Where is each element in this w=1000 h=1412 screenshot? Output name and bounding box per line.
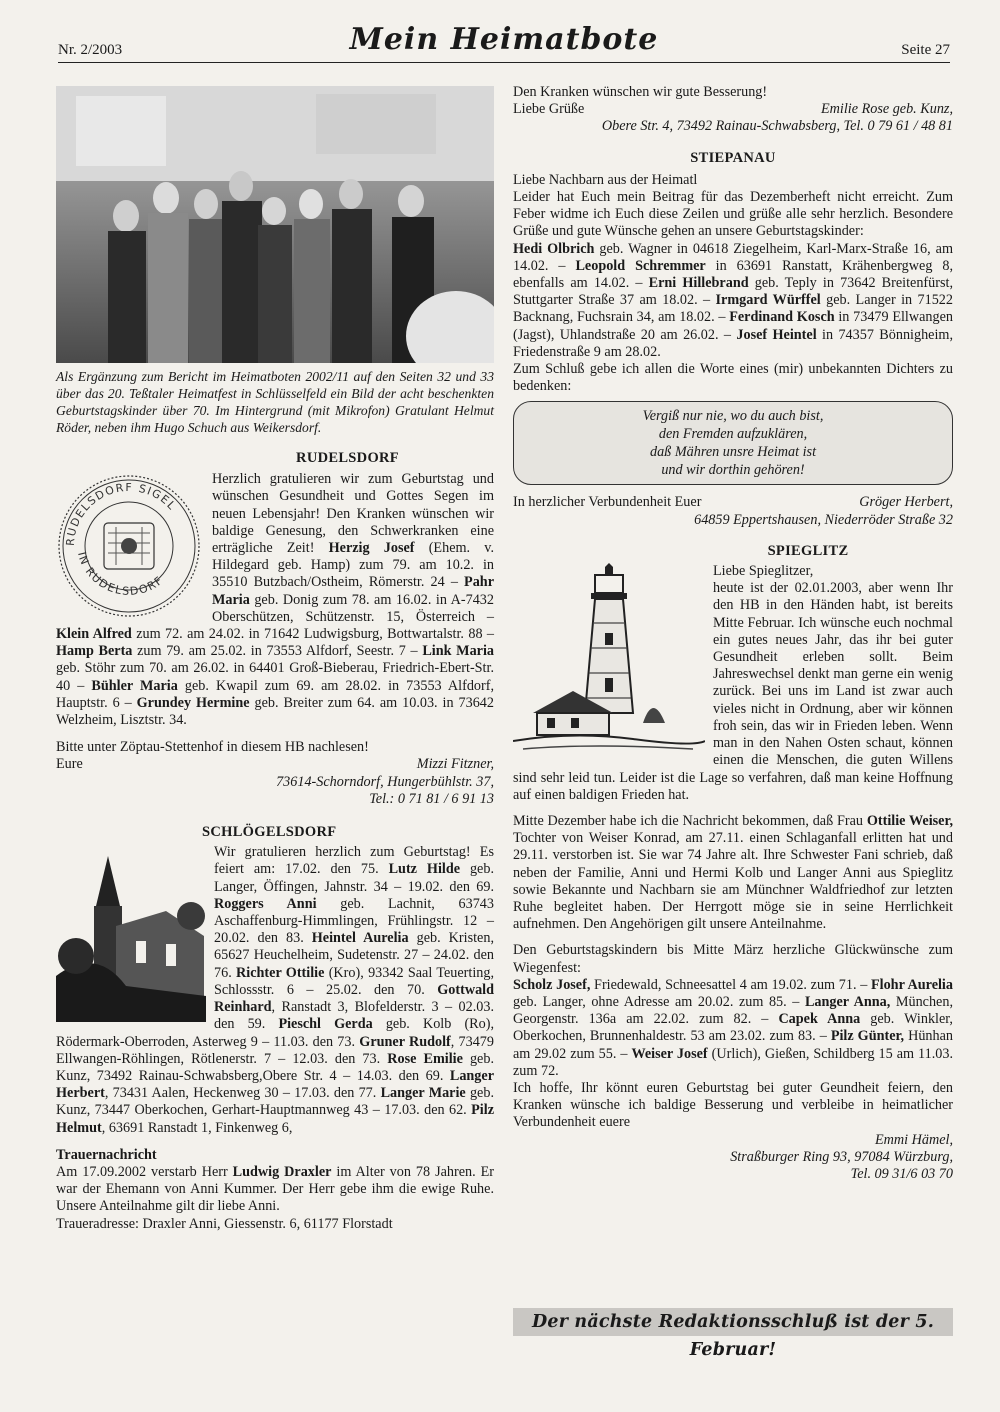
lookout-tower-icon <box>513 563 705 755</box>
rudelsdorf-signature: Eure Mizzi Fitzner, <box>56 756 494 773</box>
masthead: Mein Heimatbote <box>349 22 659 57</box>
stiepanau-signature: In herzlicher Verbundenheit Euer Gröger Herbert, <box>513 494 953 511</box>
chapel-drawing-icon <box>56 846 206 1022</box>
issue-number: Nr. 2/2003 <box>58 42 123 58</box>
section-title-rudelsdorf: RUDELSDORF <box>296 450 399 466</box>
page-header <box>58 22 950 63</box>
page-number: Seite 27 <box>901 42 950 58</box>
group-photo-image <box>56 86 494 363</box>
section-title-stiepanau: STIEPANAU <box>690 149 776 166</box>
rudelsdorf-note: Bitte unter Zöptau-Stettenhof in diesem HB nachlesen! <box>56 739 369 756</box>
rudelsdorf-text: Herzlich gratulieren wir zum Geburtstag und wünschen Gesundheit und Gottes Segen im neuen Lebensjahr! Den Kranken wünschen wir baldige Genesung, den Schwerkranken eine erträgliche Zeit! Herzig Josef (Ehem. v. Hildegard geb. Hamp) zum 79. am 10.2. in 35510 Butzbach/Ostheim, Römerstr. 24 – Pahr Maria geb. Donig zum 78. am 16.02. in A-7432 Oberschützen, Schützenstr. 15, Österreich – Klein Alfred zum 72. am 24.02. in 71642 Ludwigsburg, Bottwartalstr. 88 – Hamp Berta zum 79. am 25.02. in 73553 Alfdorf, Seestr. 7 – Link Maria geb. Stöhr zum 70. am 26.02. in 64401 Groß-Bieberau, Friedrich-Ebert-Str. 40 – Bühler Maria geb. Kwapil zum 69. am 28.02. in 73553 Alfdorf, Hauptstr. 6 – Grundey Hermine geb. Breiter zum 64. am 10.03. in 73642 Welzheim, Lisztstr. 34. <box>56 471 495 729</box>
seal-text-bottom: IN RUDELSDORF <box>75 550 167 599</box>
spieglitz-salutation: Liebe Spieglitzer, <box>713 563 814 580</box>
trauer-text: Am 17.09.2002 verstarb Herr Ludwig Draxler im Alter von 78 Jahren. Er war der Ehemann von Anni Kummer. Der Herr gebe ihm die ewige Ruhe. Unsere Anteilnahme gilt dir liebe Anni. <box>56 1163 495 1215</box>
emilie-signature: Liebe Grüße Emilie Rose geb. Kunz, <box>513 101 953 118</box>
rudelsdorf-seal-icon <box>56 473 202 619</box>
deadline-banner: Der nächste Redaktionsschluß ist der 5. Februar! <box>513 1308 953 1336</box>
photo-caption: Als Ergänzung zum Bericht im Heimatboten 2002/11 auf den Seiten 32 und 33 über das 20. Teßtaler Heimatfest in Schlüsselfeld ein Bild der acht beschenkten Geburtstagskinder über 70. Im Hintergrund (mit Mikrofon) Gratulant Helmut Röder, neben ihm Hugo Schuch aus Weikersdorf. <box>56 369 494 435</box>
spieglitz-p1: heute ist der 02.01.2003, aber wenn Ihr den HB in den Händen habt, ist bereits Mitte Februar. Ich wünsche euch nochmal ein gutes neues Jahr, das ihr bei guter Gesundheit erleben sollt. Beim Jahreswechsel denkt man gerne ein wenig zurück. Bei uns im Land ist zwar auch vieles nicht in Ordnung, aber wir können froh sein, das wir in Frieden leben. Wenn man in den Nahen Osten schaut, können einen die Menschen, die guten Willens sind sehr leid tun. Leider ist die Lage so verfahren, daß man keine Hoffnung auf einen baldigen Frieden hat. <box>513 580 953 803</box>
right-column: Den Kranken wünschen wir gute Besserung! Liebe Grüße Emilie Rose geb. Kunz, Obere Str. 4, 73492 Rainau-Schwabsberg, Tel. 0 79 61 / 48 81 STIEPANAU Liebe Nachbarn aus der Heimatl Leider hat Euch mein Beitrag für das Dezemberheft nicht erreicht. Zum Feber widme ich Euch diese Zeilen und grüße alle sehr herzlich. Besondere Grüße und gute Wünsche gehen an unsere Geburtstagskinder: Hedi Olbrich geb. Wagner in 04618 Ziegelheim, Karl-Marx-Straße 16, am 14.02. – Leopold Schremmer in 63691 Ranstatt, Krähenbergweg 8, ebenfalls am 14.02. – Erni Hillebrand geb. Teply in 73642 Breitenfürst, Stuttgarter Straße 37 am 18.02. – Irmgard Würffel geb. Langer in 71522 Backnang, Fuchsrain 34, am 18.02. – Ferdinand Kosch in 73479 Ellwangen (Jagst), Uhlandstraße 20 am 26.02. – Josef Heintel in 74357 Bönnigheim, Friedenstraße 9 am 28.02. Zum Schluß gebe ich allen die Worte eines (mir) unbekannten Dichters zu bedenken: Vergiß nur nie, wo du auch bist, den Fremden aufzuklären, daß Mähren unsre Heimat ist und wir dorthin gehören! In herzlicher Verbundenheit Euer Gröger Herbert, 64859 Eppertshausen, Niederröder Straße 32 SPIEGLITZ Liebe Spieglitzer, heute ist der 02.01.2003, aber wenn Ihr den HB in den Händen habt, ist bereits Mitte Februar. Ich wünsche euch nochmal ein gutes neues Jahr, das ihr bei guter Gesundheit erleben sollt. Beim Jahreswechsel denkt man gerne ein wenig zurück. Bei uns im Land ist zwar auch vieles nicht in Ordnung, aber wir können froh sein, das wir in Frieden leben. Wenn man in den Nahen Osten schaut, können einen die Menschen, die guten Willens sind sehr leid tun. Leider ist die Lage so verfahren, daß man keine Hoffnung auf einen baldigen Frieden hat. Mitte Dezember habe ich die Nachricht bekommen, daß Frau Ottilie Weiser, Tochter von Weiser Konrad, am 27.11. einen Schlaganfall erlitten hat und 29.11. verstorben ist. Sie war 74 Jahre alt. Ihre Schwester Fani schrieb, daß neben der Familie, Anni und Hermi Kolb und Langer Anni aus Spieglitz sowie Bekannte und Nachbarn sie am Münchner Waldfriedhof zur letzten Ruhe begleitet haben. Der Herrgott möge sie in seine Herrlichkeit aufnehmen. Den Angehörigen gilt unsere Anteilnahme. Den Geburtstagskindern bis Mitte März herzliche Glückwünsche zum Wiegenfest: Scholz Josef, Friedewald, Schneesattel 4 am 19.02. zum 71. – Flohr Aurelia geb. Langer, ohne Adresse am 20.02. zum 85. – Langer Anna, München, Georgenstr. 136a am 22.02. zum 82. – Capek Anna geb. Winkler, Oberkochen, Brunnenhaldestr. 53 am 23.02. zum 83. – Pilz Günter, Hünhan am 29.02 zum 55. – Weiser Josef (Urlich), Gießen, Schildberg 15 am 11.03. zum 72. Ich hoffe, Ihr könnt euren Geburtstag bei guter Geundheit feiern, den Kranken wünsche ich baldige Besserung und verbleibe in heimatlicher Verbundenheit euere Emmi Hämel, Straßburger Ring 93, 97084 Würzburg, Tel. 09 31/6 03 70 <box>513 84 954 1182</box>
spieglitz-p4: Ich hoffe, Ihr könnt euren Geburtstag bei guter Geundheit feiern, den Kranken wünsche ich baldige Besserung und verbleibe in heimatlicher Verbundenheit euere <box>513 1079 953 1131</box>
left-column: Als Ergänzung zum Bericht im Heimatboten 2002/11 auf den Seiten 32 und 33 über das 20. Teßtaler Heimatfest in Schlüsselfeld ein Bild der acht beschenkten Geburtstagskinder über 70. Im Hintergrund (mit Mikrofon) Gratulant Helmut Röder, neben ihm Hugo Schuch aus Weikersdorf. RUDELSDORF RUDELSDORF SIGEL IN RUDELSDORF Herzlich gratulieren wir zum Geburtstag und wünschen Gesundheit und Gottes Segen im neuen Lebensjahr! Den Kranken wünschen wir baldige Genesung, den Schwerkranken eine erträgliche Zeit! Herzig Josef (Ehem. v. Hildegard geb. Hamp) zum 79. am 10.2. in 35510 Butzbach/Ostheim, Römerstr. 24 – Pahr Maria geb. Donig zum 78. am 16.02. in A-7432 Oberschützen, Schützenstr. 15, Österreich – Klein Alfred zum 72. am 24.02. in 71642 Ludwigsburg, Bottwartalstr. 88 – Hamp Berta zum 79. am 25.02. in 73553 Alfdorf, Seestr. 7 – Link Maria geb. Stöhr zum 70. am 26.02. in 64401 Groß-Bieberau, Friedrich-Ebert-Str. 40 – Bühler Maria geb. Kwapil zum 69. am 28.02. in 73553 Alfdorf, Hauptstr. 6 – Grundey Hermine geb. Breiter zum 64. am 10.03. in 73642 Welzheim, Lisztstr. 34. Bitte unter Zöptau-Stettenhof in diesem HB nachlesen! Eure Mizzi Fitzner, 73614-Schorndorf, Hungerbühlstr. 37, Tel.: 0 71 81 / 6 91 13 SCHLÖGELSDORF Wir gratulieren herzlich zum Geburtstag! Es feiert am: 17.02. den 75. Lutz Hilde geb. Langer, Öffingen, Jahnstr. 34 – 19.02. den 69. Roggers Anni geb. Lachnit, 63743 Aschaffenburg-Himmlingen, Frühlingstr. 12 – 20.02. den 83. Heintel Aurelia geb. Kristen, 65627 Heuchelheim, Sudetenstr. 27 – 24.02. den 76. Richter Ottilie (Kro), 93342 Saal Teuerting, Schlossstr. 6 – 25.02. den 70. Gottwald Reinhard, Ranstadt 3, Blofelderstr. 3 – 02.03. den 59. Pieschl Gerda geb. Kolb (Ro), Rödermark-Oberroden, Asterweg 9 – 11.03. den 73. Gruner Rudolf, 73479 Ellwangen-Röhlingen, Rötlenerstr. 7 – 12.03. den 73. Rose Emilie geb. Kunz, 73492 Rainau-Schwabsberg,Obere Str. 4 – 14.03. den 69. Langer Herbert, 73431 Aalen, Heckenweg 30 – 17.03. den 77. Langer Marie geb. Kunz, 73447 Oberkochen, Gerhart-Hauptmannweg 43 – 17.03. den 62. Pilz Helmut, 63691 Ranstadt 1, Finkenweg 6, Trauernachricht Am 17.09.2002 verstarb Herr Ludwig Draxler im Alter von 78 Jahren. Er war der Ehemann von Anni Kummer. Der Herr gebe ihm die ewige Ruhe. Unsere Anteilnahme gilt dir liebe Anni. Traueradresse: Draxler Anni, Giessenstr. 6, 61177 Florstadt <box>56 369 495 1232</box>
svg-text:IN RUDELSDORF <box>75 551 166 598</box>
section-title-trauernachricht: Trauernachricht <box>56 1146 157 1163</box>
schloegelsdorf-text: Wir gratulieren herzlich zum Geburtstag! Es feiert am: 17.02. den 75. Lutz Hilde geb. Langer, Öffingen, Jahnstr. 34 – 19.02. den 69. Roggers Anni geb. Lachnit, 63743 Aschaffenburg-Himmlingen, Frühlingstr. 12 – 20.02. den 83. Heintel Aurelia geb. Kristen, 65627 Heuchelheim, Sudetenstr. 27 – 24.02. den 76. Richter Ottilie (Kro), 93342 Saal Teuerting, Schlossstr. 6 – 25.02. den 70. Gottwald Reinhard, Ranstadt 3, Blofelderstr. 3 – 02.03. den 59. Pieschl Gerda geb. Kolb (Ro), Rödermark-Oberroden, Asterweg 9 – 11.03. den 73. Gruner Rudolf, 73479 Ellwangen-Röhlingen, Rötlenerstr. 7 – 12.03. den 73. Rose Emilie geb. Kunz, 73492 Rainau-Schwabsberg,Obere Str. 4 – 14.03. den 69. Langer Herbert, 73431 Aalen, Heckenweg 30 – 17.03. den 77. Langer Marie geb. Kunz, 73447 Oberkochen, Gerhart-Hauptmannweg 43 – 17.03. den 62. Pilz Helmut, 63691 Ranstadt 1, Finkenweg 6, <box>56 844 495 1136</box>
seal-text-top: RUDELSDORF SIGEL <box>63 481 179 547</box>
stiepanau-birthdays: Hedi Olbrich geb. Wagner in 04618 Ziegelheim, Karl-Marx-Straße 16, am 14.02. – Leopold Schremmer in 63691 Ranstatt, Krähenbergweg 8, ebenfalls am 14.02. – Erni Hillebrand geb. Teply in 73642 Breitenfürst, Stuttgarter Straße 37 am 18.02. – Irmgard Würffel geb. Langer in 71522 Backnang, Fuchsrain 34, am 18.02. – Ferdinand Kosch in 73479 Ellwangen (Jagst), Uhlandstraße 20 am 26.02. – Josef Heintel in 74357 Bönnigheim, Friedenstraße 9 am 28.02. <box>513 240 954 360</box>
spieglitz-p2: Mitte Dezember habe ich die Nachricht bekommen, daß Frau Ottilie Weiser, Tochter von Weiser Konrad, am 27.11. einen Schlaganfall erlitten hat und 29.11. verstorben ist. Sie war 74 Jahre alt. Ihre Schwester Fani schrieb, daß neben der Familie, Anni und Hermi Kolb und Langer Anni aus Spieglitz sowie Bekannte und Nachbarn sie am Münchner Waldfriedhof zur letzten Ruhe begleitet haben. Der Herrgott möge sie in seine Herrlichkeit aufnehmen. Den Angehörigen gilt unsere Anteilnahme. <box>513 812 953 933</box>
rudelsdorf-wish: Den Kranken wünschen wir gute Besserung! <box>513 84 768 100</box>
section-title-schloegelsdorf: SCHLÖGELSDORF <box>202 824 337 841</box>
stiepanau-intro: Leider hat Euch mein Beitrag für das Dezemberheft nicht erreicht. Zum Feber widme ich Euch diese Zeilen und grüße alle sehr herzlich. Besondere Grüße und gute Wünsche gehen an unsere Geburtstagskinder: <box>513 189 953 240</box>
stiepanau-salutation: Liebe Nachbarn aus der Heimatl <box>513 171 698 188</box>
section-title-spieglitz: SPIEGLITZ <box>767 542 849 559</box>
group-photo <box>56 86 494 363</box>
svg-text:RUDELSDORF SIGEL <box>64 481 179 546</box>
spieglitz-birthdays: Scholz Josef, Friedewald, Schneesattel 4 am 19.02. zum 71. – Flohr Aurelia geb. Langer, ohne Adresse am 20.02. zum 85. – Langer Anna, München, Georgenstr. 136a am 22.02. zum 82. – Capek Anna geb. Winkler, Oberkochen, Brunnenhaldestr. 53 am 23.02. zum 83. – Pilz Günter, Hünhan am 29.02 zum 55. – Weiser Josef (Urlich), Gießen, Schildberg 15 am 11.03. zum 72. <box>513 976 953 1079</box>
poem-box: Vergiß nur nie, wo du auch bist, den Fremden aufzuklären, daß Mähren unsre Heimat ist und wir dorthin gehören! <box>513 401 953 485</box>
stiepanau-outro: Zum Schluß gebe ich allen die Worte eines (mir) unbekannten Dichters zu bedenken: <box>513 361 953 395</box>
trauer-address: Traueradresse: Draxler Anni, Giessenstr. 6, 61177 Florstadt <box>56 1215 393 1232</box>
spieglitz-p3: Den Geburtstagskindern bis Mitte März herzliche Glückwünsche zum Wiegenfest: <box>513 942 953 976</box>
